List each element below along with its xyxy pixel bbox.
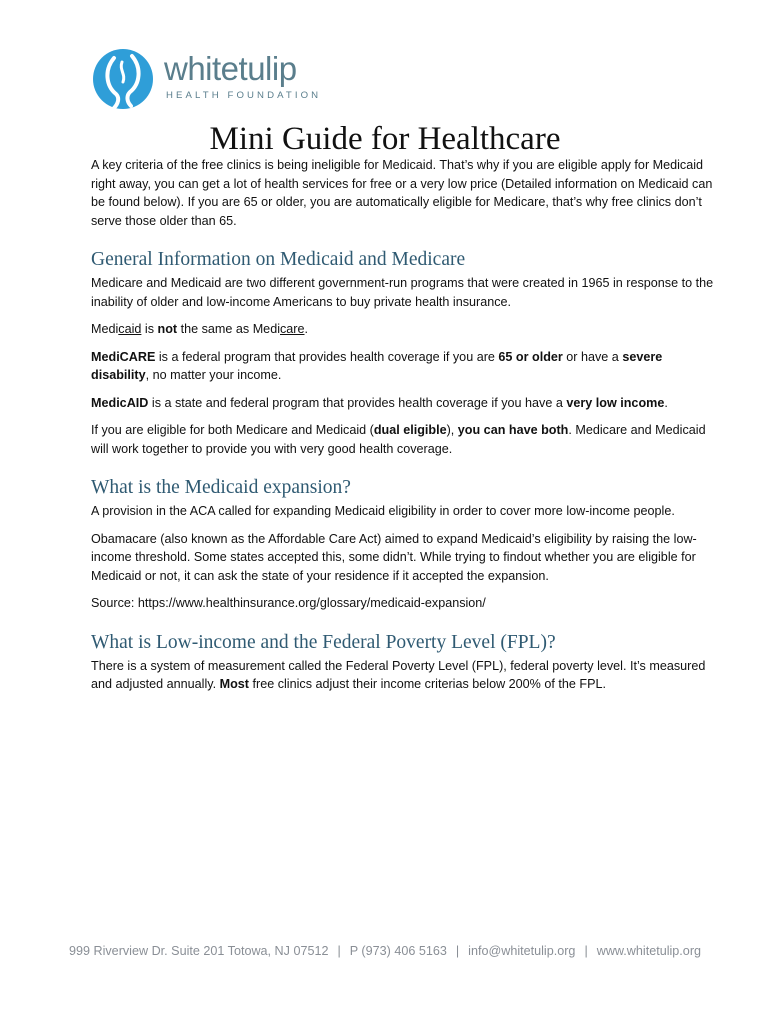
caid-underlined: caid: [118, 322, 142, 336]
medicare-text-2: or have a: [562, 349, 623, 364]
logo-tagline: HEALTH FOUNDATION: [166, 90, 322, 101]
footer-separator: |: [337, 944, 341, 958]
medicaid-paragraph: [91, 394, 721, 413]
dual-text-1: If you are eligible for both Medicare and Medicaid (: [91, 423, 374, 437]
footer-email: info@whitetulip.org: [468, 944, 576, 958]
dual-eligible-bold: dual eligible: [373, 423, 447, 437]
dual-eligible-paragraph: [91, 421, 721, 458]
dual-text-2: ),: [446, 423, 458, 437]
tulip-logo-icon: [92, 48, 154, 110]
aca-provision-paragraph: A provision in the ACA called for expanding Medicaid eligibility in order to cover more low-income people.: [91, 504, 675, 518]
footer-website: www.whitetulip.org: [596, 944, 702, 958]
logo-wordmark: whitetulip: [164, 50, 297, 87]
obamacare-paragraph: Obamacare (also known as the Affordable Care Act) aimed to expand Medicaid’s eligibility by raising the low-income threshold. Some states accepted this, some didn’t. While trying to findout whether you are eligible for Medicaid or not, it can ask the state of your residence if it accepted the expansion.: [91, 531, 697, 583]
medicaid-text-1: is a state and federal program that provides health coverage if you have a: [148, 395, 567, 410]
medicare-paragraph: [91, 348, 721, 385]
source-line: Source: https://www.healthinsurance.org/glossary/medicaid-expansion/: [91, 596, 486, 610]
fpl-text-2: free clinics adjust their income criterias below 200% of the FPL.: [249, 677, 606, 691]
medicaid-bold-income: very low income: [566, 395, 665, 410]
footer-separator: |: [455, 944, 460, 958]
not-same-text-a: Medi: [91, 322, 119, 336]
fpl-text-1: There is a system of measurement called the Federal Poverty Level (FPL), federal poverty level. It’s measured and adjusted annually.: [91, 658, 706, 691]
footer-separator: |: [584, 944, 588, 958]
document-body: [91, 156, 721, 703]
page-title: Mini Guide for Healthcare: [209, 121, 561, 157]
section-heading-fpl: What is Low-income and the Federal Poverty Level (FPL)?: [91, 631, 556, 653]
have-both-bold: you can have both: [457, 423, 569, 437]
care-underlined: care: [280, 322, 305, 336]
not-same-text-e: the same as Medi: [177, 322, 280, 336]
medicare-term: MediCARE: [91, 349, 156, 364]
medicare-text-1: is a federal program that provides health coverage if you are: [155, 349, 499, 364]
intro-paragraph: A key criteria of the free clinics is being ineligible for Medicaid. That’s why if you are eligible apply for Medicaid right away, you can get a lot of health services for free or a very low price (Detailed information on Medicaid can be found below). If you are 65 or older, you are automatically eligible for Medicare, that’s why free clinics don’t serve those older than 65.: [91, 158, 713, 228]
medicare-bold-disability: severe disability: [91, 349, 663, 382]
dual-text-3: . Medicare and Medicaid will work together to provide you with very good health coverage.: [91, 423, 706, 456]
medicare-medicaid-history-paragraph: Medicare and Medicaid are two different government-run programs that were created in 1965 in response to the inability of older and low-income Americans to buy private health insurance.: [91, 276, 714, 309]
whitetulip-logo: [92, 48, 322, 110]
medicaid-text-2: .: [664, 395, 668, 410]
medicare-bold-age: 65 or older: [498, 349, 563, 364]
not-same-paragraph: [91, 320, 721, 339]
section-heading-general-info: General Information on Medicaid and Medicare: [91, 249, 466, 270]
not-same-text-c: is: [141, 322, 158, 336]
medicaid-term: MedicAID: [91, 395, 149, 410]
most-bold: Most: [219, 677, 249, 691]
medicare-text-3: , no matter your income.: [145, 368, 282, 382]
footer-phone: P (973) 406 5163: [349, 944, 447, 958]
footer-address: 999 Riverview Dr. Suite 201 Totowa, NJ 07512: [68, 944, 329, 958]
not-emphasis: not: [157, 322, 178, 336]
not-same-text-g: .: [304, 322, 308, 336]
section-heading-medicaid-expansion: What is the Medicaid expansion?: [91, 477, 351, 498]
page-footer: [0, 942, 770, 960]
fpl-paragraph: [91, 657, 721, 694]
